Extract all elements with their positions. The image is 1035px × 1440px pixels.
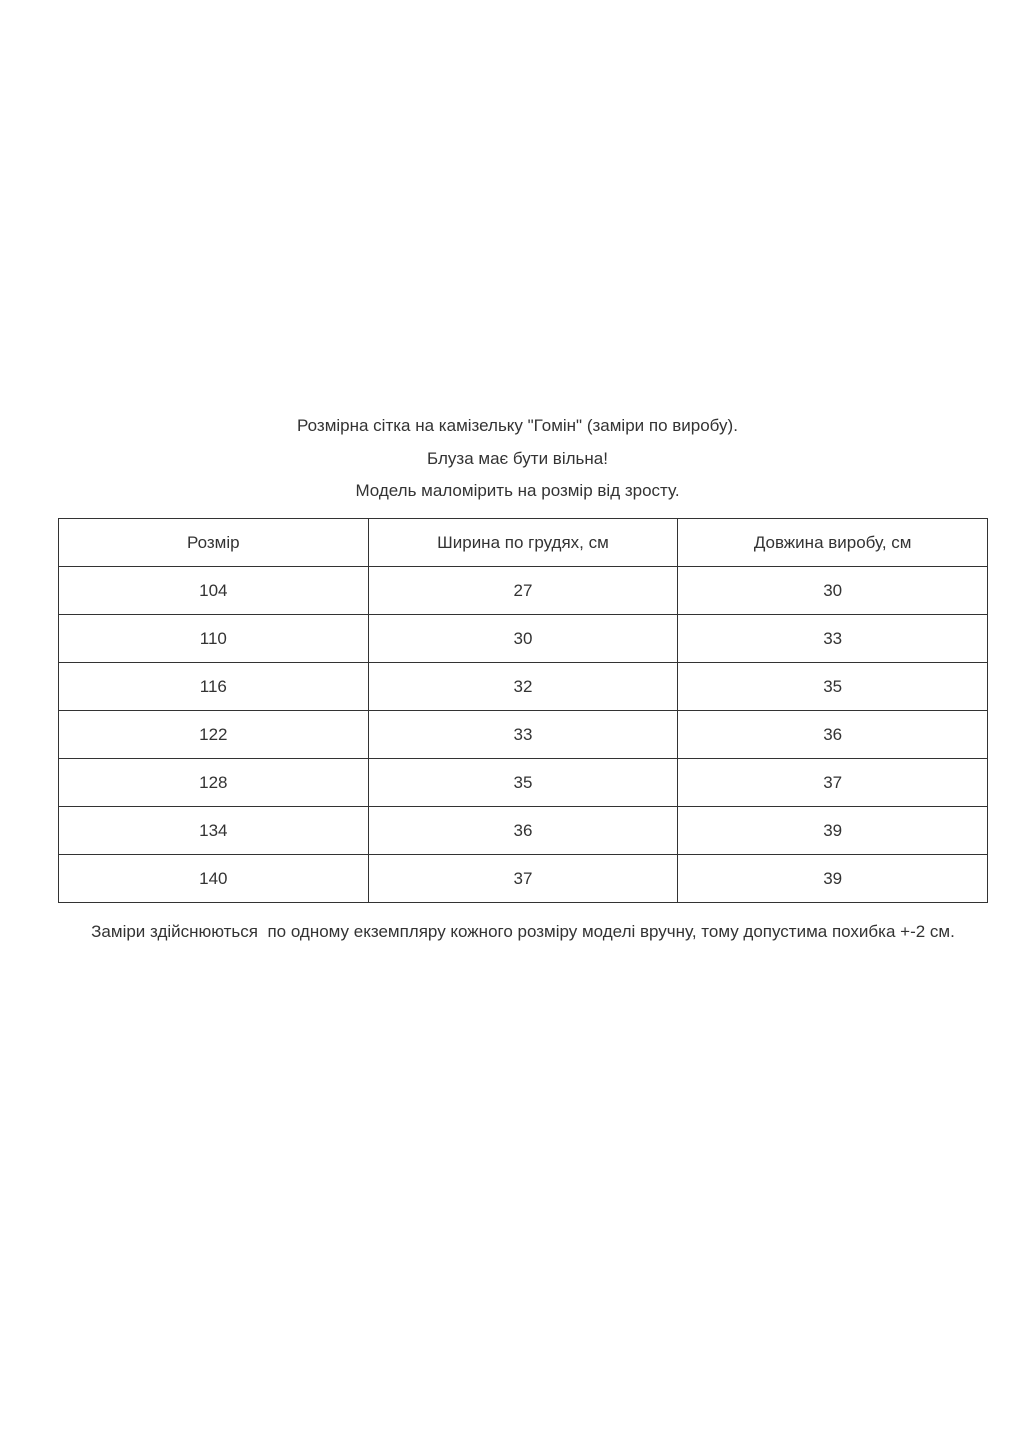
measurement-note: Заміри здійснюються по одному екземпляру кожного розміру моделі вручну, тому допустима похибка +-2 см.	[91, 922, 955, 941]
table-row	[59, 711, 988, 759]
table-row	[59, 807, 988, 855]
table-cell: 37	[678, 759, 988, 807]
table-cell: 32	[368, 663, 678, 711]
table-cell: 33	[368, 711, 678, 759]
table-cell: 35	[678, 663, 988, 711]
table-cell: 122	[59, 711, 369, 759]
table-cell: 39	[678, 807, 988, 855]
subtitle-line: Блуза має бути вільна!	[427, 449, 608, 468]
table-cell: 36	[678, 711, 988, 759]
header-cell: Розмір	[59, 519, 369, 567]
table-cell: 116	[59, 663, 369, 711]
header-cell: Довжина виробу, см	[678, 519, 988, 567]
header-row	[59, 519, 988, 567]
subtitle-line-2: Модель маломірить на розмір від зросту.	[355, 481, 680, 500]
table-cell: 36	[368, 807, 678, 855]
table-cell: 27	[368, 567, 678, 615]
table-cell: 30	[368, 615, 678, 663]
header-cell: Ширина по грудях, см	[368, 519, 678, 567]
table-cell: 134	[59, 807, 369, 855]
table-row	[59, 855, 988, 903]
table-cell: 33	[678, 615, 988, 663]
table-cell: 110	[59, 615, 369, 663]
size-table	[58, 518, 988, 903]
table-cell: 30	[678, 567, 988, 615]
table-cell: 104	[59, 567, 369, 615]
table-cell: 128	[59, 759, 369, 807]
table-row	[59, 663, 988, 711]
table-row	[59, 759, 988, 807]
title-line: Розмірна сітка на камізельку "Гомін" (заміри по виробу).	[297, 416, 738, 435]
table-row	[59, 615, 988, 663]
table-cell: 37	[368, 855, 678, 903]
table-cell: 140	[59, 855, 369, 903]
table-cell: 39	[678, 855, 988, 903]
table-cell: 35	[368, 759, 678, 807]
table-row	[59, 567, 988, 615]
